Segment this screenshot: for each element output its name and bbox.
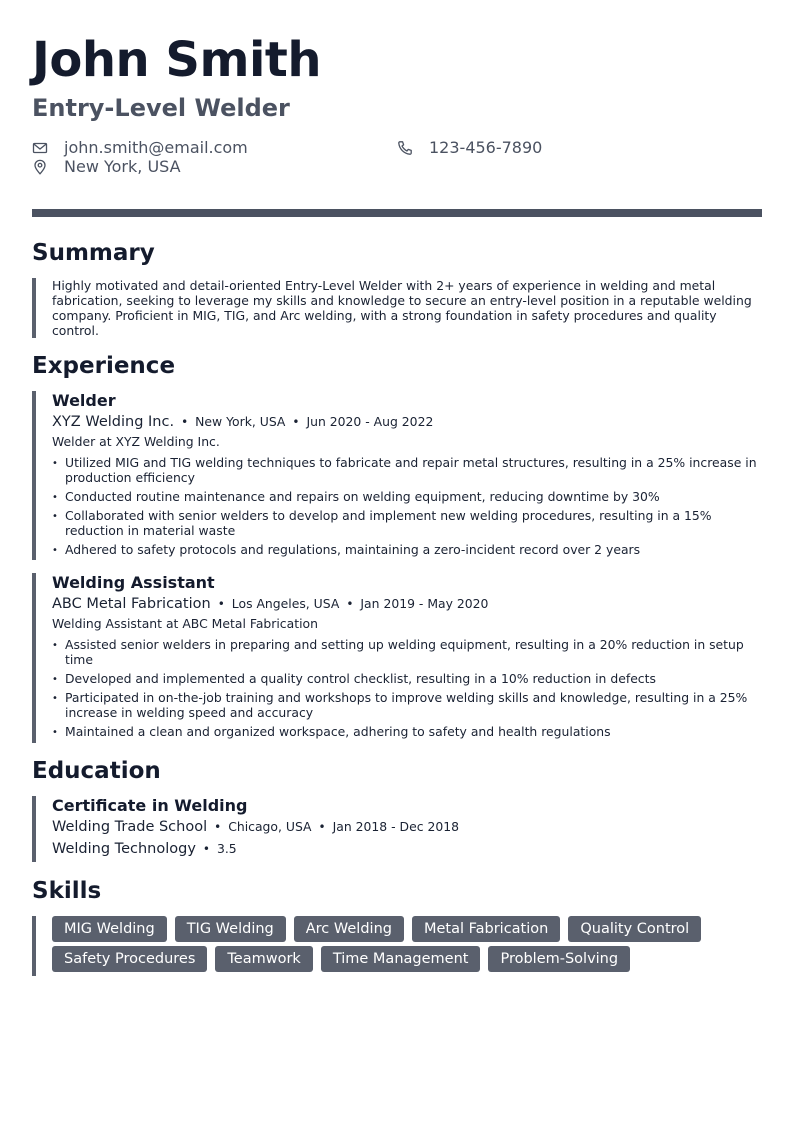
phone-icon (397, 140, 413, 156)
job-meta (52, 411, 762, 433)
summary-block (32, 278, 762, 338)
education-entry (32, 796, 762, 862)
contact-phone[interactable] (397, 138, 542, 157)
contact-location (32, 157, 181, 176)
school-name: Welding Trade School (52, 819, 208, 835)
skill-tag: Metal Fabrication (412, 916, 560, 942)
skill-tag: Safety Procedures (52, 946, 207, 972)
education-meta (52, 816, 762, 838)
job-dates: Jan 2019 - May 2020 (360, 596, 489, 611)
location-pin-icon (32, 159, 48, 175)
list-item: • Assisted senior welders in preparing and setting up welding equipment, resulting in a 20% reduction in setup time (52, 637, 762, 667)
mail-icon (32, 140, 48, 156)
candidate-role: Entry-Level Welder (32, 94, 290, 122)
candidate-name: John Smith (32, 32, 322, 88)
job-dates: Jun 2020 - Aug 2022 (306, 414, 434, 429)
skill-tag: TIG Welding (175, 916, 286, 942)
separator-dot: • (202, 842, 210, 856)
field-of-study: Welding Technology (52, 841, 196, 857)
list-item: • Developed and implemented a quality control checklist, resulting in a 10% reduction in defects (52, 671, 762, 686)
separator-dot: • (214, 820, 222, 834)
summary-heading: Summary (32, 240, 155, 266)
skills-list (52, 916, 762, 976)
skills-block (32, 916, 762, 976)
list-item: • Maintained a clean and organized workspace, adhering to safety and health regulations (52, 724, 762, 739)
experience-entry (32, 391, 762, 560)
skills-heading: Skills (32, 878, 102, 904)
header-divider (32, 209, 762, 217)
experience-heading: Experience (32, 353, 176, 379)
job-title: Welding Assistant (52, 573, 215, 592)
skill-tag: Arc Welding (294, 916, 404, 942)
separator-dot: • (346, 597, 354, 611)
phone-text[interactable]: 123-456-7890 (429, 138, 543, 157)
summary-text: Highly motivated and detail-oriented Entry-Level Welder with 2+ years of experience in welding and metal fabrication, seeking to leverage my skills and knowledge to secure an entry-level position in a reputable welding company. Proficient in MIG, TIG, and Arc welding, with a strong foundation in safety procedures and quality control. (52, 278, 752, 338)
list-item: • Collaborated with senior welders to develop and implement new welding procedures, resulting in a 15% reduction in material waste (52, 508, 762, 538)
separator-dot: • (318, 820, 326, 834)
location-text: New York, USA (64, 157, 181, 176)
experience-entry (32, 573, 762, 743)
company-name: ABC Metal Fabrication (52, 596, 211, 612)
job-location: New York, USA (195, 414, 286, 429)
email-text[interactable]: john.smith@email.com (64, 138, 248, 157)
separator-dot: • (181, 415, 189, 429)
list-item: • Conducted routine maintenance and repairs on welding equipment, reducing downtime by 30% (52, 489, 762, 504)
list-item: • Adhered to safety protocols and regulations, maintaining a zero-incident record over 2 years (52, 542, 762, 557)
company-name: XYZ Welding Inc. (52, 414, 175, 430)
job-meta (52, 593, 762, 615)
gpa-value: 3.5 (216, 841, 237, 856)
skill-tag: Problem-Solving (488, 946, 630, 972)
job-title: Welder (52, 391, 116, 410)
separator-dot: • (217, 597, 225, 611)
job-subtitle: Welding Assistant at ABC Metal Fabrication (52, 616, 318, 631)
education-heading: Education (32, 758, 161, 784)
separator-dot: • (292, 415, 300, 429)
list-item: • Participated in on-the-job training and workshops to improve welding skills and knowledge, resulting in a 25% increase in welding speed and accuracy (52, 690, 762, 720)
skill-tag: Quality Control (568, 916, 701, 942)
job-bullets (52, 455, 762, 557)
contact-email[interactable] (32, 138, 248, 157)
job-subtitle: Welder at XYZ Welding Inc. (52, 434, 220, 449)
school-location: Chicago, USA (228, 819, 312, 834)
skill-tag: Teamwork (215, 946, 312, 972)
job-bullets (52, 637, 762, 739)
list-item: • Utilized MIG and TIG welding techniques to fabricate and repair metal structures, resulting in a 25% increase in production efficiency (52, 455, 762, 485)
degree-title: Certificate in Welding (52, 796, 248, 815)
education-dates: Jan 2018 - Dec 2018 (332, 819, 459, 834)
skill-tag: MIG Welding (52, 916, 167, 942)
job-location: Los Angeles, USA (231, 596, 340, 611)
skill-tag: Time Management (321, 946, 481, 972)
education-field-row (52, 838, 762, 860)
